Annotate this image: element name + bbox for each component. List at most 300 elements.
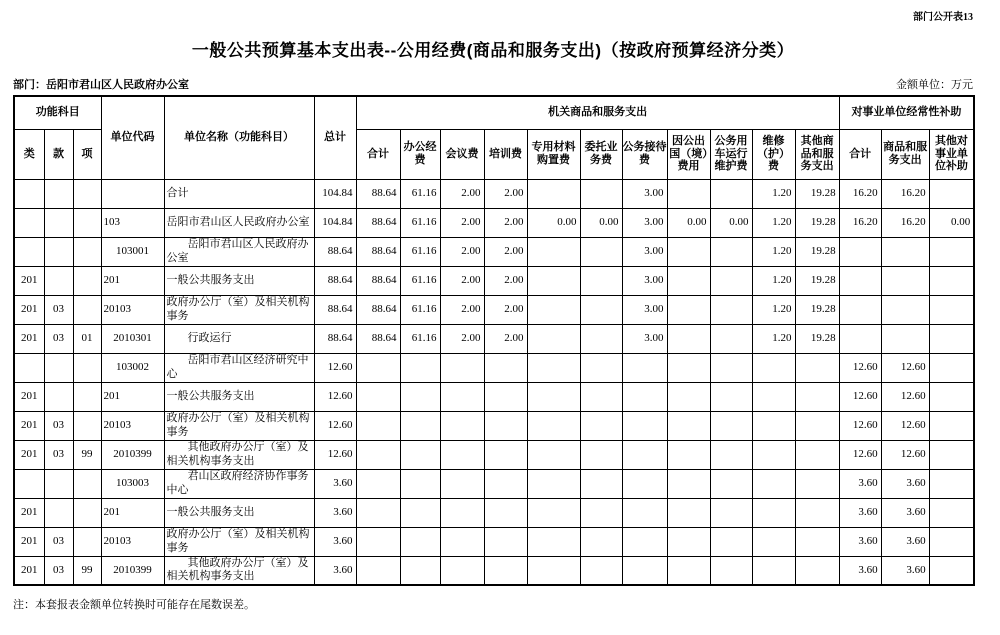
cell-official-reception: 3.00 — [622, 295, 667, 324]
cell-other-goods-services: 19.28 — [795, 266, 839, 295]
cell-overseas-trips — [667, 295, 710, 324]
cell-unit-code: 20103 — [101, 527, 164, 556]
cell-subsidy-total: 12.60 — [839, 382, 881, 411]
cell-subsidy-other — [929, 498, 974, 527]
cell-other-goods-services — [795, 411, 839, 440]
table-row — [14, 411, 974, 440]
cell-item — [73, 237, 101, 266]
cell-item — [73, 382, 101, 411]
cell-maintenance-fee — [752, 498, 795, 527]
cell-meeting-fee: 2.00 — [440, 324, 484, 353]
table-row — [14, 266, 974, 295]
cell-special-materials — [527, 498, 580, 527]
cell-subsidy-other — [929, 382, 974, 411]
cell-unit-name: 一般公共服务支出 — [164, 382, 314, 411]
cell-overseas-trips — [667, 527, 710, 556]
cell-special-materials — [527, 353, 580, 382]
cell-item — [73, 411, 101, 440]
cell-entrusted-business — [580, 469, 622, 498]
cell-item — [73, 498, 101, 527]
cell-org-total: 88.64 — [356, 208, 400, 237]
col-header-func-group: 功能科目 — [14, 96, 101, 129]
cell-official-vehicle — [710, 266, 752, 295]
cell-special-materials — [527, 237, 580, 266]
cell-subsidy-other: 0.00 — [929, 208, 974, 237]
department-label: 部门：岳阳市君山区人民政府办公室 — [13, 79, 189, 91]
cell-grand-total: 104.84 — [314, 208, 356, 237]
cell-special-materials: 0.00 — [527, 208, 580, 237]
cell-section — [44, 208, 73, 237]
cell-org-total: 88.64 — [356, 324, 400, 353]
cell-entrusted-business — [580, 440, 622, 469]
cell-meeting-fee — [440, 353, 484, 382]
cell-overseas-trips — [667, 353, 710, 382]
cell-official-vehicle — [710, 295, 752, 324]
cell-subsidy-goods-services: 12.60 — [881, 382, 929, 411]
col-header-subsidy-group: 对事业单位经常性补助 — [839, 96, 974, 129]
cell-subsidy-total — [839, 324, 881, 353]
cell-unit-code: 201 — [101, 382, 164, 411]
table-row — [14, 469, 974, 498]
cell-subsidy-goods-services: 3.60 — [881, 556, 929, 585]
cell-item: 99 — [73, 556, 101, 585]
cell-section: 03 — [44, 324, 73, 353]
cell-meeting-fee — [440, 469, 484, 498]
cell-maintenance-fee: 1.20 — [752, 266, 795, 295]
table-row — [14, 382, 974, 411]
cell-official-reception: 3.00 — [622, 179, 667, 208]
cell-class: 201 — [14, 556, 44, 585]
table-body — [14, 179, 974, 585]
cell-section — [44, 382, 73, 411]
cell-subsidy-other — [929, 440, 974, 469]
col-header-meeting-fee: 会议费 — [440, 129, 484, 179]
cell-office-expense: 61.16 — [400, 208, 440, 237]
cell-training-fee — [484, 440, 527, 469]
cell-class: 201 — [14, 295, 44, 324]
cell-training-fee: 2.00 — [484, 208, 527, 237]
cell-maintenance-fee — [752, 382, 795, 411]
cell-subsidy-goods-services: 12.60 — [881, 440, 929, 469]
col-header-other-goods-services: 其他商品和服务支出 — [795, 129, 839, 179]
cell-training-fee — [484, 527, 527, 556]
cell-office-expense — [400, 527, 440, 556]
table-row — [14, 324, 974, 353]
cell-class: 201 — [14, 527, 44, 556]
col-header-org-total: 合计 — [356, 129, 400, 179]
cell-maintenance-fee — [752, 353, 795, 382]
cell-special-materials — [527, 266, 580, 295]
cell-maintenance-fee — [752, 411, 795, 440]
cell-official-reception — [622, 382, 667, 411]
cell-subsidy-total — [839, 295, 881, 324]
table-row — [14, 556, 974, 585]
cell-office-expense — [400, 411, 440, 440]
cell-official-vehicle — [710, 440, 752, 469]
cell-official-vehicle — [710, 179, 752, 208]
cell-other-goods-services — [795, 527, 839, 556]
cell-training-fee — [484, 469, 527, 498]
cell-special-materials — [527, 324, 580, 353]
cell-official-reception — [622, 469, 667, 498]
cell-meeting-fee — [440, 440, 484, 469]
cell-entrusted-business — [580, 498, 622, 527]
col-header-subsidy-other: 其他对事业单位补助 — [929, 129, 974, 179]
cell-maintenance-fee: 1.20 — [752, 324, 795, 353]
cell-official-reception — [622, 498, 667, 527]
cell-other-goods-services: 19.28 — [795, 295, 839, 324]
cell-subsidy-total: 12.60 — [839, 411, 881, 440]
cell-other-goods-services — [795, 382, 839, 411]
cell-item — [73, 208, 101, 237]
cell-subsidy-total: 3.60 — [839, 469, 881, 498]
cell-entrusted-business — [580, 411, 622, 440]
page-title: 一般公共预算基本支出表--公用经费(商品和服务支出)（按政府预算经济分类） — [191, 41, 795, 60]
cell-official-vehicle — [710, 382, 752, 411]
cell-training-fee: 2.00 — [484, 266, 527, 295]
cell-org-total — [356, 440, 400, 469]
cell-meeting-fee: 2.00 — [440, 208, 484, 237]
col-header-office-expense: 办公经费 — [400, 129, 440, 179]
cell-overseas-trips — [667, 440, 710, 469]
cell-item — [73, 469, 101, 498]
cell-training-fee: 2.00 — [484, 237, 527, 266]
cell-subsidy-other — [929, 527, 974, 556]
cell-subsidy-goods-services — [881, 295, 929, 324]
cell-item: 99 — [73, 440, 101, 469]
cell-overseas-trips — [667, 469, 710, 498]
cell-section — [44, 179, 73, 208]
cell-meeting-fee: 2.00 — [440, 295, 484, 324]
cell-special-materials — [527, 382, 580, 411]
cell-unit-name: 政府办公厅（室）及相关机构事务 — [164, 527, 314, 556]
cell-unit-name: 岳阳市君山区经济研究中心 — [164, 353, 314, 382]
col-header-training-fee: 培训费 — [484, 129, 527, 179]
table-row — [14, 527, 974, 556]
cell-subsidy-goods-services — [881, 266, 929, 295]
cell-overseas-trips — [667, 324, 710, 353]
cell-class: 201 — [14, 324, 44, 353]
cell-training-fee: 2.00 — [484, 295, 527, 324]
cell-section: 03 — [44, 556, 73, 585]
cell-item — [73, 266, 101, 295]
cell-org-total — [356, 556, 400, 585]
cell-overseas-trips — [667, 179, 710, 208]
cell-other-goods-services: 19.28 — [795, 179, 839, 208]
cell-class: 201 — [14, 498, 44, 527]
cell-unit-name: 其他政府办公厅（室）及相关机构事务支出 — [164, 440, 314, 469]
cell-official-vehicle — [710, 353, 752, 382]
cell-office-expense: 61.16 — [400, 266, 440, 295]
cell-overseas-trips — [667, 382, 710, 411]
cell-special-materials — [527, 295, 580, 324]
cell-meeting-fee — [440, 382, 484, 411]
cell-class — [14, 469, 44, 498]
cell-meeting-fee — [440, 411, 484, 440]
cell-section — [44, 266, 73, 295]
cell-unit-name: 其他政府办公厅（室）及相关机构事务支出 — [164, 556, 314, 585]
cell-org-total — [356, 411, 400, 440]
cell-entrusted-business — [580, 556, 622, 585]
cell-official-reception — [622, 527, 667, 556]
cell-org-total — [356, 469, 400, 498]
cell-unit-name: 政府办公厅（室）及相关机构事务 — [164, 411, 314, 440]
cell-grand-total: 3.60 — [314, 527, 356, 556]
cell-item — [73, 295, 101, 324]
col-header-org-group: 机关商品和服务支出 — [356, 96, 839, 129]
cell-unit-name: 岳阳市君山区人民政府办公室 — [164, 237, 314, 266]
cell-item: 01 — [73, 324, 101, 353]
cell-meeting-fee: 2.00 — [440, 179, 484, 208]
cell-subsidy-other — [929, 179, 974, 208]
col-header-official-vehicle: 公务用车运行维护费 — [710, 129, 752, 179]
col-header-section: 款 — [44, 129, 73, 179]
cell-org-total — [356, 382, 400, 411]
cell-unit-code: 2010399 — [101, 440, 164, 469]
cell-maintenance-fee — [752, 527, 795, 556]
cell-class — [14, 179, 44, 208]
cell-unit-code: 103002 — [101, 353, 164, 382]
cell-class: 201 — [14, 440, 44, 469]
cell-official-reception: 3.00 — [622, 237, 667, 266]
cell-maintenance-fee: 1.20 — [752, 295, 795, 324]
cell-special-materials — [527, 440, 580, 469]
cell-unit-code: 20103 — [101, 411, 164, 440]
cell-meeting-fee — [440, 527, 484, 556]
cell-entrusted-business — [580, 295, 622, 324]
cell-meeting-fee: 2.00 — [440, 237, 484, 266]
cell-unit-code: 103001 — [101, 237, 164, 266]
cell-official-vehicle — [710, 469, 752, 498]
cell-subsidy-total — [839, 266, 881, 295]
col-header-subsidy-goods-services: 商品和服务支出 — [881, 129, 929, 179]
cell-section — [44, 469, 73, 498]
cell-unit-name: 岳阳市君山区人民政府办公室 — [164, 208, 314, 237]
table-row — [14, 440, 974, 469]
amount-unit-label: 金额单位：万元 — [896, 79, 973, 91]
cell-subsidy-other — [929, 469, 974, 498]
cell-training-fee — [484, 556, 527, 585]
cell-special-materials — [527, 469, 580, 498]
cell-unit-name: 合计 — [164, 179, 314, 208]
cell-org-total: 88.64 — [356, 237, 400, 266]
cell-subsidy-total: 16.20 — [839, 208, 881, 237]
cell-subsidy-other — [929, 237, 974, 266]
cell-grand-total: 3.60 — [314, 469, 356, 498]
cell-training-fee — [484, 353, 527, 382]
cell-official-vehicle — [710, 237, 752, 266]
table-row — [14, 208, 974, 237]
cell-official-reception: 3.00 — [622, 208, 667, 237]
cell-grand-total: 88.64 — [314, 324, 356, 353]
cell-office-expense — [400, 469, 440, 498]
cell-meeting-fee — [440, 498, 484, 527]
cell-unit-code: 2010301 — [101, 324, 164, 353]
footnote: 注：本套报表金额单位转换时可能存在尾数误差。 — [13, 599, 255, 611]
cell-subsidy-total — [839, 237, 881, 266]
cell-subsidy-other — [929, 295, 974, 324]
cell-official-reception — [622, 556, 667, 585]
cell-maintenance-fee — [752, 469, 795, 498]
cell-item — [73, 527, 101, 556]
cell-org-total: 88.64 — [356, 266, 400, 295]
cell-overseas-trips — [667, 498, 710, 527]
cell-item — [73, 179, 101, 208]
cell-grand-total: 88.64 — [314, 237, 356, 266]
cell-training-fee — [484, 411, 527, 440]
table-row — [14, 498, 974, 527]
cell-training-fee: 2.00 — [484, 179, 527, 208]
cell-training-fee — [484, 498, 527, 527]
cell-other-goods-services — [795, 469, 839, 498]
cell-section — [44, 237, 73, 266]
table-row — [14, 237, 974, 266]
cell-subsidy-other — [929, 353, 974, 382]
cell-other-goods-services — [795, 556, 839, 585]
cell-special-materials — [527, 527, 580, 556]
budget-table — [13, 95, 975, 586]
cell-other-goods-services: 19.28 — [795, 237, 839, 266]
cell-official-vehicle — [710, 411, 752, 440]
cell-official-vehicle — [710, 527, 752, 556]
col-header-official-reception: 公务接待费 — [622, 129, 667, 179]
meta-row — [13, 76, 973, 92]
cell-maintenance-fee: 1.20 — [752, 208, 795, 237]
cell-meeting-fee — [440, 556, 484, 585]
col-header-overseas-trips: 因公出国（境）费用 — [667, 129, 710, 179]
cell-section: 03 — [44, 527, 73, 556]
col-header-grand-total: 总计 — [314, 96, 356, 179]
cell-official-vehicle — [710, 556, 752, 585]
cell-subsidy-goods-services: 3.60 — [881, 469, 929, 498]
cell-official-reception: 3.00 — [622, 324, 667, 353]
cell-subsidy-goods-services: 12.60 — [881, 353, 929, 382]
cell-other-goods-services — [795, 440, 839, 469]
cell-training-fee — [484, 382, 527, 411]
cell-official-reception — [622, 353, 667, 382]
table-row — [14, 295, 974, 324]
cell-maintenance-fee — [752, 556, 795, 585]
cell-grand-total: 12.60 — [314, 353, 356, 382]
cell-entrusted-business — [580, 179, 622, 208]
cell-section — [44, 353, 73, 382]
cell-office-expense — [400, 440, 440, 469]
cell-subsidy-total: 16.20 — [839, 179, 881, 208]
cell-other-goods-services: 19.28 — [795, 208, 839, 237]
cell-subsidy-goods-services: 3.60 — [881, 498, 929, 527]
cell-section — [44, 498, 73, 527]
cell-entrusted-business — [580, 353, 622, 382]
cell-maintenance-fee: 1.20 — [752, 237, 795, 266]
col-header-unit-code: 单位代码 — [101, 96, 164, 179]
cell-subsidy-goods-services: 12.60 — [881, 411, 929, 440]
cell-unit-name: 政府办公厅（室）及相关机构事务 — [164, 295, 314, 324]
cell-section: 03 — [44, 440, 73, 469]
cell-office-expense — [400, 498, 440, 527]
cell-office-expense: 61.16 — [400, 324, 440, 353]
col-header-maintenance-fee: 维修（护）费 — [752, 129, 795, 179]
cell-entrusted-business: 0.00 — [580, 208, 622, 237]
cell-class — [14, 208, 44, 237]
cell-official-reception — [622, 411, 667, 440]
cell-unit-code: 201 — [101, 498, 164, 527]
cell-subsidy-other — [929, 411, 974, 440]
cell-overseas-trips — [667, 556, 710, 585]
cell-unit-name: 一般公共服务支出 — [164, 266, 314, 295]
col-header-entrusted-business: 委托业务费 — [580, 129, 622, 179]
cell-subsidy-other — [929, 266, 974, 295]
cell-grand-total: 88.64 — [314, 295, 356, 324]
cell-entrusted-business — [580, 266, 622, 295]
cell-subsidy-goods-services: 16.20 — [881, 208, 929, 237]
cell-office-expense: 61.16 — [400, 237, 440, 266]
cell-unit-code: 103 — [101, 208, 164, 237]
cell-grand-total: 12.60 — [314, 411, 356, 440]
cell-meeting-fee: 2.00 — [440, 266, 484, 295]
cell-unit-code — [101, 179, 164, 208]
cell-office-expense — [400, 353, 440, 382]
cell-official-reception: 3.00 — [622, 266, 667, 295]
cell-unit-name: 一般公共服务支出 — [164, 498, 314, 527]
cell-overseas-trips — [667, 237, 710, 266]
cell-special-materials — [527, 179, 580, 208]
cell-class: 201 — [14, 411, 44, 440]
cell-official-vehicle: 0.00 — [710, 208, 752, 237]
cell-subsidy-total: 3.60 — [839, 527, 881, 556]
table-header — [14, 96, 974, 179]
cell-office-expense — [400, 382, 440, 411]
cell-unit-code: 20103 — [101, 295, 164, 324]
cell-grand-total: 104.84 — [314, 179, 356, 208]
cell-org-total — [356, 527, 400, 556]
cell-training-fee: 2.00 — [484, 324, 527, 353]
col-header-item: 项 — [73, 129, 101, 179]
cell-grand-total: 12.60 — [314, 440, 356, 469]
cell-entrusted-business — [580, 382, 622, 411]
col-header-special-materials: 专用材料购置费 — [527, 129, 580, 179]
cell-official-reception — [622, 440, 667, 469]
cell-other-goods-services — [795, 353, 839, 382]
cell-overseas-trips: 0.00 — [667, 208, 710, 237]
cell-subsidy-other — [929, 556, 974, 585]
cell-item — [73, 353, 101, 382]
cell-subsidy-total: 3.60 — [839, 556, 881, 585]
cell-office-expense: 61.16 — [400, 295, 440, 324]
cell-org-total — [356, 498, 400, 527]
table-row — [14, 179, 974, 208]
cell-entrusted-business — [580, 237, 622, 266]
cell-official-vehicle — [710, 324, 752, 353]
cell-subsidy-goods-services — [881, 237, 929, 266]
cell-grand-total: 3.60 — [314, 556, 356, 585]
cell-maintenance-fee — [752, 440, 795, 469]
cell-subsidy-goods-services: 16.20 — [881, 179, 929, 208]
cell-unit-code: 201 — [101, 266, 164, 295]
cell-grand-total: 12.60 — [314, 382, 356, 411]
cell-class: 201 — [14, 382, 44, 411]
cell-office-expense — [400, 556, 440, 585]
cell-grand-total: 3.60 — [314, 498, 356, 527]
cell-subsidy-total: 12.60 — [839, 353, 881, 382]
cell-unit-code: 2010399 — [101, 556, 164, 585]
cell-special-materials — [527, 411, 580, 440]
cell-subsidy-goods-services — [881, 324, 929, 353]
cell-class: 201 — [14, 266, 44, 295]
cell-subsidy-total: 12.60 — [839, 440, 881, 469]
col-header-subsidy-total: 合计 — [839, 129, 881, 179]
col-header-class: 类 — [14, 129, 44, 179]
cell-overseas-trips — [667, 411, 710, 440]
